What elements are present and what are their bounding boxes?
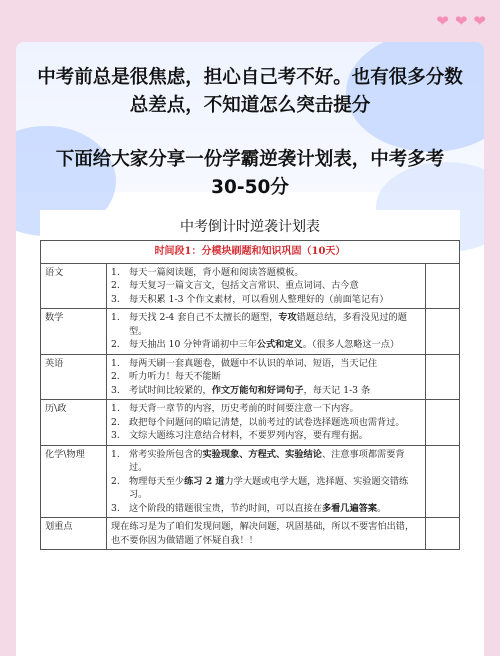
- list-item: [111, 293, 421, 307]
- item-text: 物理每天至少练习 2 道力学大题或电学大题，选择题、实验题交错练习。: [129, 475, 409, 500]
- empty-cell: [426, 445, 460, 518]
- time-band-label: 时间段1：分模块刷题和知识巩固（10天）: [41, 241, 460, 264]
- item-number: 3.: [111, 384, 120, 396]
- list-item: [111, 370, 421, 384]
- table-row: [41, 445, 460, 518]
- empty-cell: [426, 309, 460, 355]
- item-number: 2.: [111, 339, 120, 350]
- table-row: [41, 400, 460, 446]
- list-item: [111, 266, 421, 280]
- content-card: [16, 42, 484, 656]
- table-row: [41, 354, 460, 400]
- list-item: [111, 475, 421, 502]
- item-text: 这个阶段的错题很宝贵，节约时间，可以直接在多看几遍答案。: [129, 502, 387, 514]
- heart-icon: ❤: [436, 12, 449, 30]
- plan-cell: [107, 354, 426, 400]
- item-number: 2.: [111, 416, 120, 428]
- item-number: 1.: [111, 266, 120, 278]
- empty-cell: [426, 400, 460, 446]
- item-text: 现在练习是为了咱们发现问题，解决问题，巩固基础，所以不要害怕出错，也不要你因为做错题了怀疑自我！！: [111, 521, 415, 546]
- plan-cell: [107, 309, 426, 355]
- document-title: 中考倒计时逆袭计划表: [180, 219, 320, 235]
- item-text: 每天抽出 10 分钟背诵初中三年公式和定义。（很多人忽略这一点）: [129, 339, 400, 350]
- subject-cell: 划重点: [41, 518, 107, 550]
- subject-cell: 语文: [41, 263, 107, 309]
- hearts-decoration: [436, 14, 486, 29]
- item-text: 每天找 2-4 套自己不太擅长的题型，专攻错题总结，多看没见过的题型。: [129, 312, 407, 337]
- item-number: 2.: [111, 475, 120, 487]
- empty-cell: [426, 518, 460, 550]
- list-item: [111, 384, 421, 398]
- item-number: 1.: [111, 357, 120, 369]
- item-text: 每天一篇阅读题，背小题和阅读答题模板。: [129, 266, 304, 278]
- plan-cell: [107, 263, 426, 309]
- list-item: [111, 448, 421, 475]
- item-number: 1.: [111, 448, 120, 460]
- headline-intro: 中考前总是很焦虑，担心自己考不好。也有很多分数总差点，不知道怎么突击提分: [37, 67, 463, 116]
- item-number: 3.: [111, 430, 120, 441]
- item-number: 1.: [111, 312, 120, 323]
- list-item: [111, 402, 421, 416]
- list-item: [111, 338, 421, 352]
- subject-cell: 数学: [41, 309, 107, 355]
- list-item: [111, 520, 421, 547]
- time-band-row: [41, 241, 460, 264]
- item-text: 每天复习一篇文言文，包括文言常识、重点词词、古今意: [129, 280, 359, 291]
- item-text: 政把每个问题问的暗记清楚，以前考过的试卷选择题选项也需背过。: [129, 416, 405, 428]
- table-row: [41, 309, 460, 355]
- item-number: 1.: [111, 403, 120, 414]
- item-text: 考试时间比较紧的，作文万能句和好词句子，每天记 1-3 条: [129, 384, 371, 396]
- empty-cell: [426, 354, 460, 400]
- list-item: [111, 416, 421, 430]
- heart-icon: ❤: [454, 12, 468, 30]
- plan-cell: [107, 400, 426, 446]
- list-item: [111, 429, 421, 443]
- plan-cell: [107, 445, 426, 518]
- headline-offer: 下面给大家分享一份学霸逆袭计划表，中考多考30-50分: [55, 149, 445, 198]
- subject-cell: 化学\物理: [41, 445, 107, 518]
- subject-cell: 英语: [41, 354, 107, 400]
- item-number: 2.: [111, 371, 120, 382]
- item-number: 2.: [111, 280, 120, 291]
- list-item: [111, 502, 421, 516]
- subject-cell: 历\政: [41, 400, 107, 446]
- item-text: 每天积累 1-3 个作文素材，可以看别人整理好的（前面笔记有）: [129, 293, 389, 305]
- plan-document: [40, 210, 460, 656]
- table-row: [41, 518, 460, 550]
- item-number: 3.: [111, 502, 120, 514]
- item-text: 常考实验所包含的实验现象、方程式、实验结论、注意事项都需要背过。: [129, 448, 405, 473]
- heart-icon: ❤: [473, 12, 486, 30]
- item-text: 每天背一章节的内容，历史考前的时间要注意一下内容。: [129, 403, 359, 414]
- item-text: 每两天刷一套真题卷，做题中不认识的单词、短语，当天记住: [129, 357, 378, 369]
- empty-cell: [426, 263, 460, 309]
- table-row: [41, 263, 460, 309]
- item-text: 听力听力！每天不能断: [129, 371, 221, 382]
- list-item: [111, 357, 421, 371]
- list-item: [111, 311, 421, 338]
- item-number: 3.: [111, 293, 120, 305]
- plan-cell: [107, 518, 426, 550]
- plan-table: [40, 240, 460, 550]
- list-item: [111, 279, 421, 293]
- item-text: 文综大题练习注意结合材料，不要罗列内容，要有理有据。: [129, 430, 368, 441]
